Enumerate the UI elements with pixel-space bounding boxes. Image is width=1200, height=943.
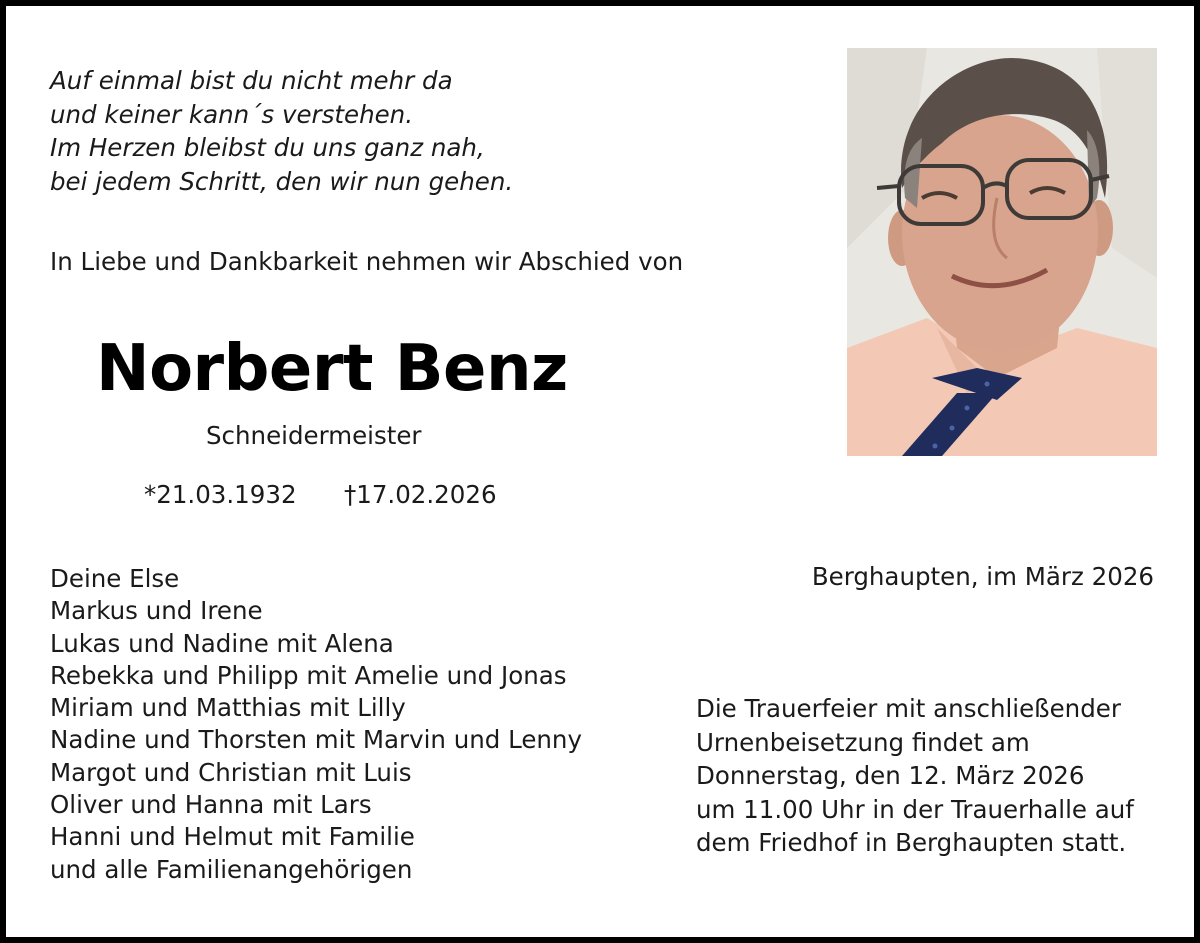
list-item: und alle Familienangehörigen xyxy=(50,854,413,884)
list-item: Margot und Christian mit Luis xyxy=(50,757,412,787)
poem-line: bei jedem Schritt, den wir nun gehen. xyxy=(50,166,514,196)
profession: Schneidermeister xyxy=(206,421,422,450)
memorial-poem xyxy=(50,64,513,198)
list-item: Deine Else xyxy=(50,564,180,593)
list-item: Oliver und Hanna mit Lars xyxy=(50,790,372,820)
poem-line: Im Herzen bleibst du uns ganz nah, xyxy=(50,133,485,162)
service-line: Die Trauerfeier mit anschließender xyxy=(696,694,1121,723)
deceased-name: Norbert Benz xyxy=(96,332,568,406)
service-line: Urnenbeisetzung findet am xyxy=(696,727,1030,757)
list-item: Hanni und Helmut mit Familie xyxy=(50,822,415,852)
death-date: †17.02.2026 xyxy=(344,480,497,509)
poem-line: Auf einmal bist du nicht mehr da xyxy=(50,66,453,95)
portrait-photo xyxy=(847,48,1157,456)
place-and-date: Berghaupten, im März 2026 xyxy=(811,562,1154,591)
service-details xyxy=(696,692,1134,860)
farewell-intro: In Liebe und Dankbarkeit nehmen wir Abschied von xyxy=(50,247,684,276)
list-item: Lukas und Nadine mit Alena xyxy=(50,628,394,658)
service-line: Donnerstag, den 12. März 2026 xyxy=(696,761,1085,790)
list-item: Markus und Irene xyxy=(50,596,263,626)
list-item: Miriam und Matthias mit Lilly xyxy=(50,693,406,723)
service-line: um 11.00 Uhr in der Trauerhalle auf xyxy=(696,794,1134,824)
poem-line: und keiner kann´s verstehen. xyxy=(50,99,413,129)
list-item: Rebekka und Philipp mit Amelie und Jonas xyxy=(50,660,567,690)
birth-date: *21.03.1932 xyxy=(144,480,297,509)
mourners-list xyxy=(50,563,582,886)
service-line: dem Friedhof in Berghaupten statt. xyxy=(696,828,1127,857)
list-item: Nadine und Thorsten mit Marvin und Lenny xyxy=(50,725,582,755)
